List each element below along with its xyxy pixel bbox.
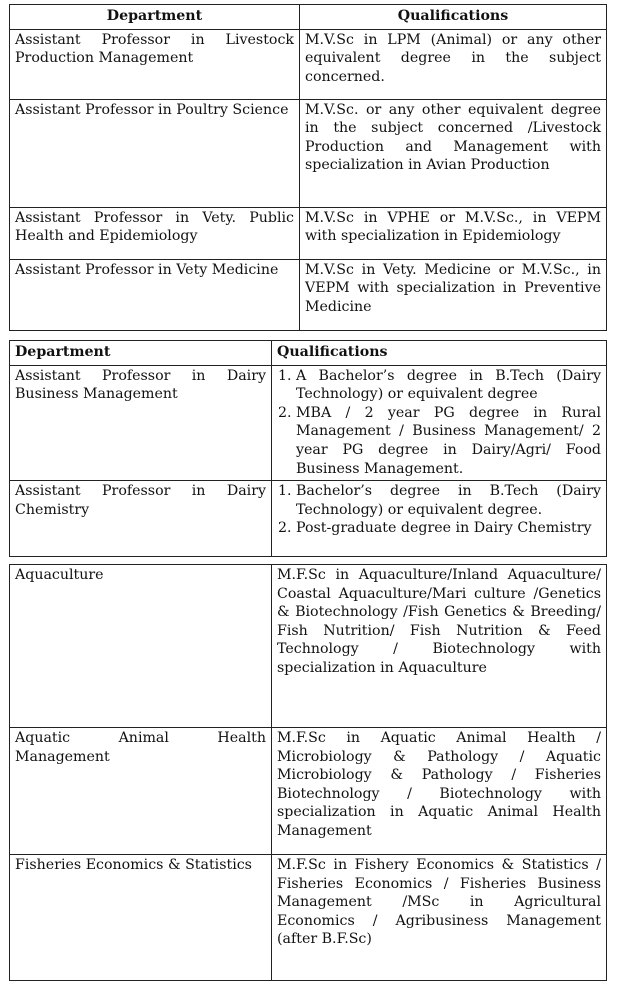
table-row: [10, 565, 607, 728]
list-item: 1. A Bachelor’s degree in B.Tech (Dairy Technology) or equivalent degree: [296, 367, 601, 404]
qualifications-table-3: [9, 564, 607, 981]
department-cell: Assistant Professor in Dairy Chemistry: [10, 481, 272, 557]
department-cell: Assistant Professor in Poultry Science: [10, 99, 300, 207]
list-item: 2. MBA / 2 year PG degree in Rural Management / Business Management/ 2 year PG degree in Dairy/Agri/ Food Business Management.: [296, 404, 601, 478]
department-cell: Aquaculture: [10, 565, 272, 728]
qualification-cell: M.V.Sc in Vety. Medicine or M.V.Sc., in VEPM with specialization in Preventive Medicine: [300, 259, 607, 330]
table-header-row: [10, 341, 607, 366]
table-row: [10, 855, 607, 981]
table-row: [10, 259, 607, 330]
department-header: Department: [10, 5, 300, 30]
department-header: Department: [10, 341, 272, 366]
qualification-cell: M.V.Sc in LPM (Animal) or any other equivalent degree in the subject concerned.: [300, 29, 607, 99]
table-row: [10, 365, 607, 481]
list-item: 1. Bachelor’s degree in B.Tech (Dairy Technology) or equivalent degree.: [296, 482, 601, 519]
table-row: [10, 29, 607, 99]
list-item: 2. Post-graduate degree in Dairy Chemistry: [296, 519, 601, 538]
qualifications-table-2: [9, 340, 607, 557]
table-row: [10, 207, 607, 259]
department-cell: Assistant Professor in Vety Medicine: [10, 259, 300, 330]
qualification-cell: [272, 481, 607, 557]
qualification-cell: [272, 365, 607, 481]
department-cell: Aquatic Animal Health Management: [10, 728, 272, 855]
table-row: [10, 481, 607, 557]
table-row: [10, 728, 607, 855]
qualification-cell: M.V.Sc. or any other equivalent degree in the subject concerned /Livestock Production and Management with specialization in Avian Production: [300, 99, 607, 207]
table-row: [10, 99, 607, 207]
qualification-list: [277, 367, 601, 479]
department-cell: Assistant Professor in Dairy Business Management: [10, 365, 272, 481]
qualifications-table-1: [9, 4, 607, 331]
qualification-cell: M.F.Sc in Aquatic Animal Health / Microbiology & Pathology / Aquatic Microbiology & Pathology / Fisheries Biotechnology / Biotechnology with specialization in Aquatic Animal Health Management: [272, 728, 607, 855]
department-cell: Assistant Professor in Vety. Public Health and Epidemiology: [10, 207, 300, 259]
table-header-row: [10, 5, 607, 30]
qualifications-header: Qualifications: [300, 5, 607, 30]
qualification-list: [277, 482, 601, 538]
qualifications-header: Qualifications: [272, 341, 607, 366]
qualification-cell: M.F.Sc in Aquaculture/Inland Aquaculture/ Coastal Aquaculture/Mari culture /Genetics & Biotechnology /Fish Genetics & Breeding/ Fish Nutrition/ Fish Nutrition & Feed Technology / Biotechnology with specialization in Aquaculture: [272, 565, 607, 728]
department-cell: Fisheries Economics & Statistics: [10, 855, 272, 981]
department-cell: Assistant Professor in Livestock Production Management: [10, 29, 300, 99]
qualification-cell: M.V.Sc in VPHE or M.V.Sc., in VEPM with specialization in Epidemiology: [300, 207, 607, 259]
qualification-cell: M.F.Sc in Fishery Economics & Statistics / Fisheries Economics / Fisheries Business Management /MSc in Agricultural Economics / Agribusiness Management (after B.F.Sc): [272, 855, 607, 981]
